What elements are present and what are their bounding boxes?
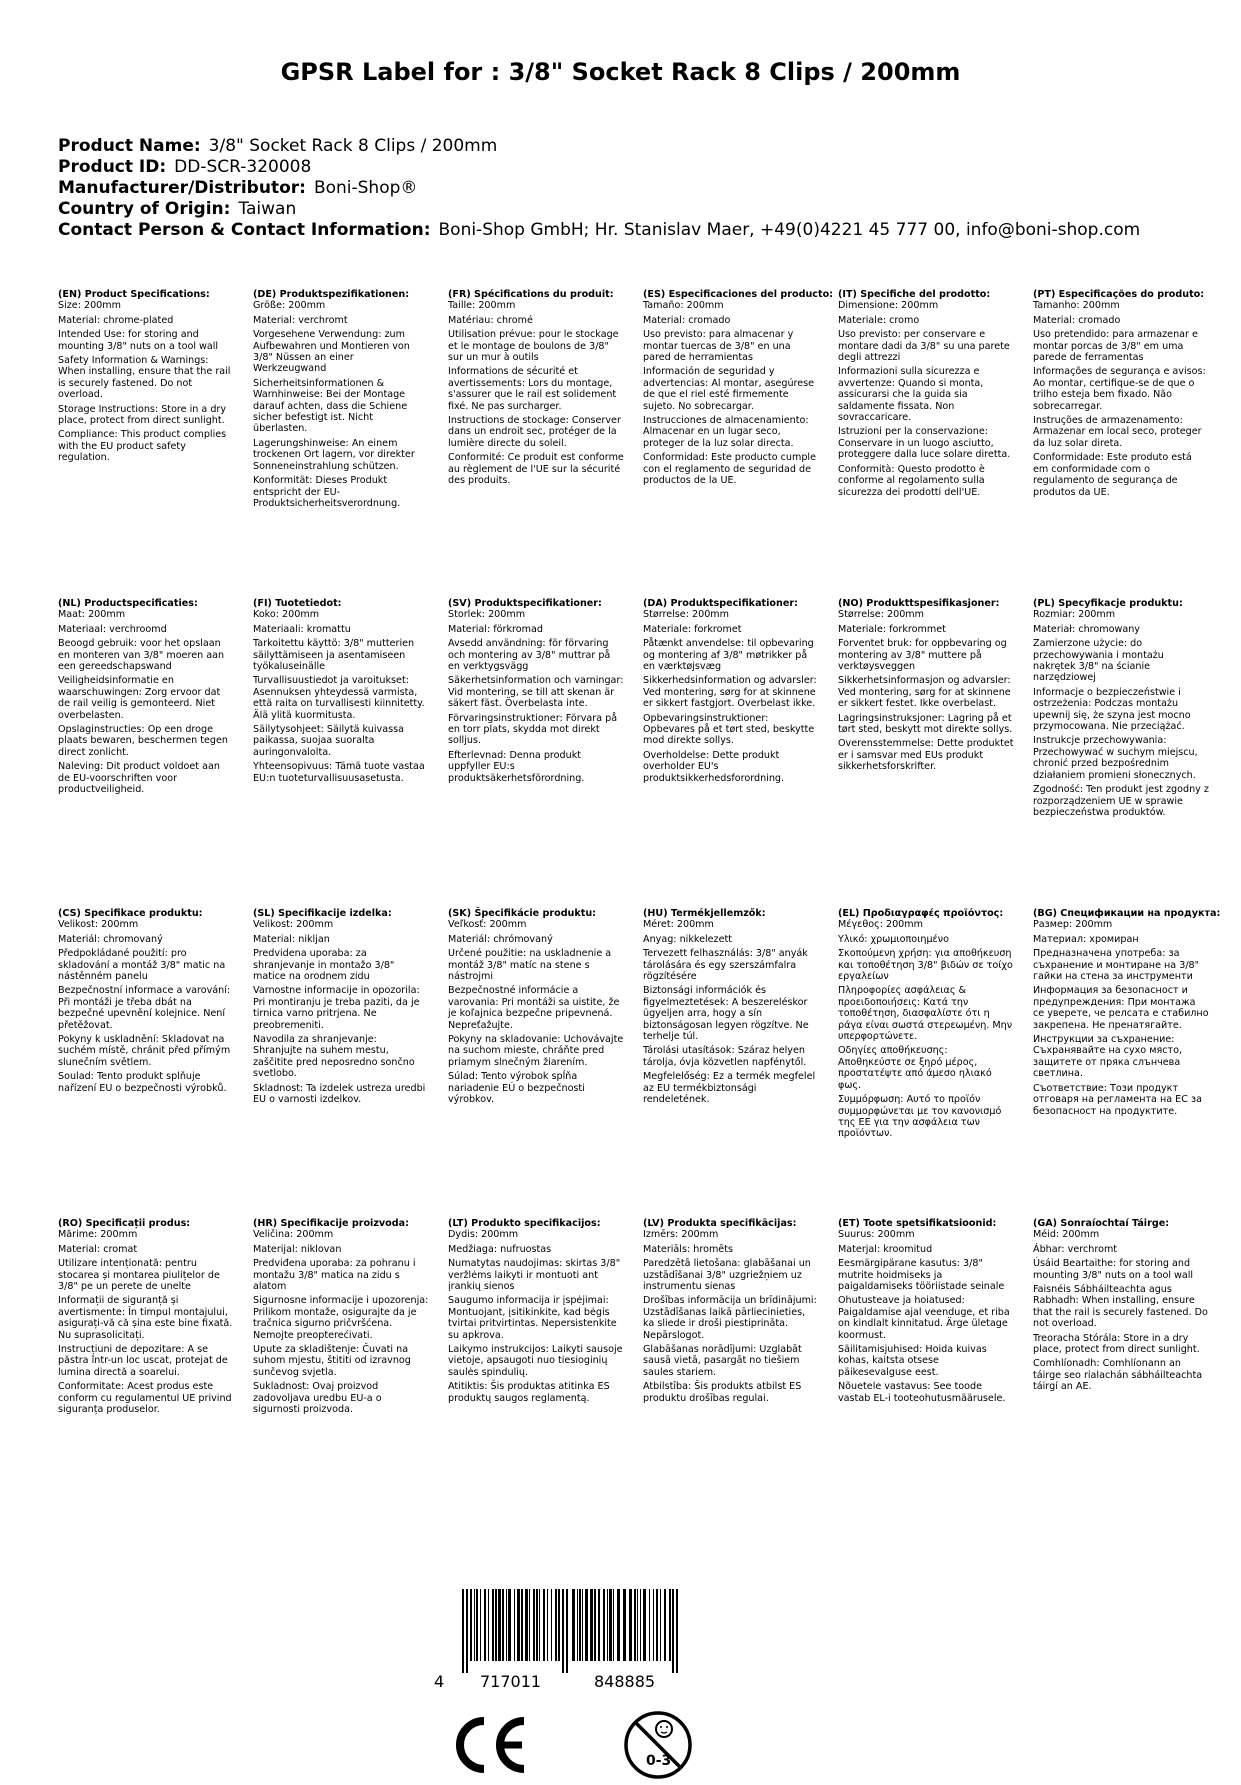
barcode-bar: [617, 1589, 620, 1661]
spec-line: Instruções de armazenamento: Armazenar em local seco, proteger da luz solar direta.: [1033, 415, 1202, 449]
barcode-bar: [623, 1589, 626, 1661]
spec-line: Material: nikljan: [253, 933, 330, 945]
spec-line: Avsedd användning: för förvaring och montering av 3/8" muttrar på en verktygsvägg: [448, 638, 611, 673]
spec-line: Instrucțiuni de depozitare: A se păstra într-un loc uscat, protejat de lumina directă a soarelui.: [58, 1344, 228, 1378]
barcode-bar: [566, 1589, 568, 1673]
spec-heading: (HU) Termékjellemzők:: [643, 908, 766, 919]
spec-line: Méret: 200mm: [643, 919, 714, 931]
age-range-label: 0-3: [646, 1753, 672, 1769]
spec-heading: (EL) Προδιαγραφές προϊόντος:: [838, 908, 1004, 919]
barcode-bar: [660, 1589, 661, 1661]
spec-line: Beoogd gebruik: voor het opslaan en monteren van 3/8" moeren aan een gereedschapswand: [58, 638, 225, 673]
spec-block: [643, 289, 834, 490]
spec-line: Informazioni sulla sicurezza e avvertenze: Quando si monta, assicurarsi che la guida sia saldamente fissata. Non sovraccaricare.: [838, 366, 984, 424]
spec-block: [448, 1218, 624, 1407]
spec-line: Säilytysohjeet: Säilytä kuivassa paikassa, suojaa suoralta auringonvalolta.: [253, 724, 404, 758]
spec-heading: (GA) Sonraíochtaí Táirge:: [1033, 1218, 1170, 1229]
spec-line: Storlek: 200mm: [448, 609, 526, 621]
info-row: [58, 157, 1140, 178]
spec-line: Méid: 200mm: [1033, 1229, 1100, 1241]
barcode-bar: [488, 1589, 489, 1661]
spec-line: Predvidena uporaba: za shranjevanje in montažo 3/8" matice na orodnem zidu: [253, 948, 395, 983]
barcode-bar: [664, 1589, 666, 1661]
barcode-bar: [525, 1589, 528, 1661]
spec-line: Información de seguridad y advertencias: Al montar, asegúrese de que el riel esté firmemente sujeto. No sobrecargar.: [643, 366, 815, 412]
barcode-bar: [521, 1589, 523, 1661]
barcode-bar: [551, 1589, 552, 1661]
spec-line: Påtænkt anvendelse: til opbevaring og montering af 3/8" møtrikker på en værktøjsvæg: [643, 638, 814, 673]
spec-line: Koko: 200mm: [253, 609, 320, 621]
spec-line: Izmērs: 200mm: [643, 1229, 719, 1241]
barcode-bar: [508, 1589, 511, 1661]
spec-block: [253, 1218, 429, 1419]
spec-block: [58, 289, 234, 467]
barcode-bar: [656, 1589, 658, 1661]
spec-block: [448, 598, 624, 787]
spec-heading: (DE) Produktspezifikationen:: [253, 289, 410, 300]
spec-line: Conformità: Questo prodotto è conforme al regolamento sulla sicurezza dei prodotti dell'UE.: [838, 463, 985, 498]
spec-line: Sikkerhetsinformasjon og advarsler: Ved montering, sørg for at skinnene er sikkert festet. Ikke overbelast.: [838, 675, 1011, 710]
spec-heading: (NL) Productspecificaties:: [58, 598, 198, 609]
spec-line: Sicherheitsinformationen & Warnhinweise: Bei der Montage darauf achten, dass die Schiene sicher befestigt ist. Nicht überlasten.: [253, 377, 408, 435]
spec-line: Materiál: chromovaný: [58, 933, 163, 945]
spec-line: Lagerungshinweise: An einem trockenen Ort lagern, vor direkter Sonneneinstrahlung schützen.: [253, 437, 415, 472]
info-row: [58, 220, 1140, 241]
spec-line: Taille: 200mm: [448, 300, 516, 312]
spec-line: Velikost: 200mm: [253, 919, 334, 931]
spec-line: Anyag: nikkelezett: [643, 933, 733, 945]
info-key: Product ID:: [58, 157, 167, 177]
barcode-bar: [562, 1589, 564, 1673]
spec-line: Förvaringsinstruktioner: Förvara på en torr plats, skydda mot direkt solljus.: [448, 712, 618, 747]
spec-line: Informations de sécurité et avertissements: Lors du montage, s'assurer que le rail est solidement fixé. Ne pas surcharger.: [448, 366, 617, 412]
spec-line: Størrelse: 200mm: [838, 609, 924, 621]
spec-line: Materiale: forkrommet: [838, 623, 946, 635]
spec-heading: (EN) Product Specifications:: [58, 289, 210, 300]
spec-line: Размер: 200mm: [1033, 919, 1113, 931]
spec-line: Predviđena uporaba: za pohranu i montažu 3/8" matica na zidu s alatom: [253, 1258, 416, 1293]
spec-line: Ábhar: verchromt: [1033, 1243, 1118, 1255]
spec-heading: (SV) Produktspecifikationer:: [448, 598, 602, 609]
barcode-bar: [476, 1589, 478, 1661]
spec-line: Säkerhetsinformation och varningar: Vid montering, se till att skenan är säkert fäst. Överbelasta inte.: [448, 675, 624, 710]
info-key: Manufacturer/Distributor:: [58, 178, 306, 198]
barcode-bar: [517, 1589, 520, 1661]
spec-line: Uso previsto: per conservare e montare dadi da 3/8" su una parete degli attrezzi: [838, 329, 1010, 364]
spec-line: Информация за безопасност и предупреждения: При монтажа се уверете, че релсата е стабилно закрепена. Не пренатягайте.: [1033, 985, 1209, 1031]
spec-heading: (SL) Specifikacije izdelka:: [253, 908, 392, 919]
spec-line: Dydis: 200mm: [448, 1229, 519, 1241]
spec-line: Treoracha Stórála: Store in a dry place, protect from direct sunlight.: [1033, 1332, 1200, 1356]
spec-line: Συμμόρφωση: Αυτό το προϊόν συμμορφώνεται με τον κανονισμό της ΕΕ για την ασφάλεια των προϊόντων.: [838, 1094, 1002, 1140]
spec-line: Rozmiar: 200mm: [1033, 609, 1116, 621]
spec-line: Conformidade: Este produto está em conformidade com o regulamento de segurança de produtos da UE.: [1033, 452, 1192, 498]
product-info: [58, 136, 1140, 241]
barcode-bar: [558, 1589, 560, 1661]
spec-line: Materiał: chromowany: [1033, 623, 1140, 635]
spec-line: Opbevaringsinstruktioner: Opbevares på et tørt sted, beskytte mod direkte sollys.: [643, 712, 815, 747]
info-row: [58, 178, 1140, 199]
spec-line: Bezpečnostní informace a varování: Při montáži je třeba dbát na bezpečné upevnění kolejnice. Není přetěžovat.: [58, 985, 231, 1031]
spec-block: [253, 908, 429, 1109]
spec-line: Conformité: Ce produit est conforme au règlement de l'UE sur la sécurité des produits.: [448, 452, 624, 487]
spec-line: Atitiktis: Šis produktas atitinka ES produktų saugos reglamentą.: [448, 1381, 610, 1404]
spec-line: Utilisation prévue: pour le stockage et le montage de boulons de 3/8" sur un mur à outils: [448, 329, 619, 364]
barcode-bar: [653, 1589, 654, 1661]
spec-line: Materiāls: hromēts: [643, 1243, 733, 1255]
barcode-bar: [607, 1589, 608, 1661]
info-row: [58, 136, 1140, 157]
spec-line: Material: cromat: [58, 1243, 138, 1255]
spec-heading: (IT) Specifiche del prodotto:: [838, 289, 991, 300]
spec-line: Pokyny na skladovanie: Uchovávajte na suchom mieste, chráňte pred priamym slnečným žiarením.: [448, 1034, 624, 1068]
spec-line: Turvallisuustiedot ja varoitukset: Asennuksen yhteydessä varmista, että raita on turvallisesti kiinnitetty. Älä ylitä kuormitusta.: [253, 675, 425, 721]
barcode-bars: [432, 1589, 712, 1693]
spec-line: Upute za skladištenje: Čuvati na suhom mjestu, štititi od izravnog sunčevog svjetla.: [253, 1344, 411, 1378]
barcode-bar: [669, 1589, 671, 1661]
spec-line: Materiaali: kromattu: [253, 623, 351, 635]
spec-line: Tervezett felhasználás: 3/8" anyák tárolására és egy szerszámfalra rögzítésére: [643, 948, 808, 983]
spec-line: Informações de segurança e avisos: Ao montar, certifique-se de que o trilho esteja bem fixado. Não sobrecarregar.: [1033, 366, 1206, 412]
spec-line: Material: chrome-plated: [58, 314, 174, 326]
spec-line: Soulad: Tento produkt splňuje nařízení EU o bezpečnosti výrobků.: [58, 1071, 227, 1094]
spec-block: [1033, 1218, 1209, 1396]
spec-line: Předpokládané použití: pro skladování a montáž 3/8" matic na nástěnném panelu: [58, 948, 226, 983]
spec-block: [838, 289, 1014, 501]
spec-heading: (PT) Especificações do produto:: [1033, 289, 1205, 300]
spec-line: Medžiaga: nufruostas: [448, 1243, 552, 1255]
barcode: [432, 1589, 712, 1693]
barcode-bar: [676, 1589, 678, 1673]
spec-block: [1033, 289, 1209, 501]
spec-line: Numatytas naudojimas: skirtas 3/8" veržlėms laikyti ir montuoti ant įrankių sienos: [448, 1258, 621, 1293]
barcode-bar: [470, 1589, 472, 1661]
barcode-bar: [539, 1589, 540, 1661]
spec-line: Materjal: kroomitud: [838, 1243, 933, 1255]
spec-line: Faisnéis Sábháilteachta agus Rabhadh: When installing, ensure that the rail is securely fastened. Do not overload.: [1033, 1284, 1208, 1330]
barcode-bar: [629, 1589, 632, 1661]
spec-line: Zgodność: Ten produkt jest zgodny z rozporządzeniem UE w sprawie bezpieczeństwa produktów.: [1033, 784, 1209, 818]
spec-line: Compliance: This product complies with the EU product safety regulation.: [58, 429, 227, 464]
barcode-bar: [613, 1589, 614, 1661]
spec-heading: (ET) Toote spetsifikatsioonid:: [838, 1218, 997, 1229]
spec-line: Forventet bruk: for oppbevaring og montering av 3/8" muttere på verktøysveggen: [838, 638, 1007, 673]
spec-line: Súlad: Tento výrobok spĺňa nariadenie EÚ o bezpečnosti výrobkov.: [448, 1071, 585, 1106]
spec-line: Veiligheidsinformatie en waarschuwingen: Zorg ervoor dat de rail veilig is gemonteerd. Niet overbelasten.: [58, 675, 221, 721]
spec-line: Yhteensopivuus: Tämä tuote vastaa EU:n tuoteturvallisuusasetusta.: [253, 761, 425, 784]
barcode-bar: [506, 1589, 507, 1661]
barcode-digits: 717011: [480, 1672, 542, 1691]
info-value: DD-SCR-320008: [174, 157, 312, 177]
spec-line: Intended Use: for storing and mounting 3/8" nuts on a tool wall: [58, 329, 219, 352]
info-value: Taiwan: [238, 199, 297, 219]
spec-line: Eesmärgipärane kasutus: 3/8" mutrite hoidmiseks ja paigaldamiseks tööriistade seinale: [838, 1258, 1005, 1293]
spec-line: Naleving: Dit product voldoet aan de EU-voorschriften voor productveiligheid.: [58, 761, 220, 796]
barcode-bar: [547, 1589, 548, 1661]
spec-line: Material: cromado: [1033, 314, 1121, 326]
spec-heading: (CS) Specifikace produktu:: [58, 908, 203, 919]
spec-line: Tárolási utasítások: Száraz helyen tárolja, óvja közvetlen napfénytől.: [643, 1045, 807, 1068]
spec-line: Safety Information & Warnings: When installing, ensure that the rail is securely fastened. Do not overload.: [58, 355, 231, 401]
spec-line: Mărime: 200mm: [58, 1229, 138, 1241]
spec-line: Инструкции за съхранение: Съхранявайте на сухо място, защитете от пряка слънчева светлина.: [1033, 1034, 1183, 1080]
spec-line: Material: cromado: [643, 314, 731, 326]
spec-line: Pokyny k uskladnění: Skladovat na suchém místě, chránit před přímým slunečním světlem.: [58, 1034, 231, 1068]
spec-heading: (NO) Produkttspesifikasjoner:: [838, 598, 1000, 609]
spec-line: Sikkerhedsinformation og advarsler: Ved montering, sørg for at skinnene er sikkert fastgjort. Overbelast ikke.: [643, 675, 817, 710]
spec-line: Size: 200mm: [58, 300, 121, 312]
spec-line: Tarkoitettu käyttö: 3/8" mutterien säilyttämiseen ja asentamiseen työkaluseinälle: [253, 638, 415, 673]
barcode-digits: 4: [434, 1672, 445, 1691]
barcode-bar: [462, 1589, 464, 1673]
barcode-bar: [543, 1589, 545, 1661]
spec-line: Konformität: Dieses Produkt entspricht der EU-Produktsicherheitsverordnung.: [253, 475, 401, 509]
spec-line: Предназначена употреба: за съхранение и монтиране на 3/8" гайки на стена за инструменти: [1033, 948, 1200, 983]
barcode-bar: [572, 1589, 575, 1661]
spec-line: Conformitate: Acest produs este conform cu regulamentul UE privind siguranța produselor.: [58, 1381, 232, 1416]
spec-line: Conformidad: Este producto cumple con el reglamento de seguridad de productos de la UE.: [643, 452, 816, 487]
barcode-bar: [590, 1589, 593, 1661]
spec-line: Dimensione: 200mm: [838, 300, 939, 312]
spec-heading: (ES) Especificaciones del producto:: [643, 289, 834, 300]
spec-heading: (SK) Špecifikácie produktu:: [448, 908, 597, 919]
spec-line: Sukladnost: Ovaj proizvod zadovoljava uredbu EU-a o sigurnosti proizvoda.: [253, 1381, 382, 1416]
barcode-bar: [649, 1589, 650, 1661]
info-value: Boni-Shop GmbH; Hr. Stanislav Maer, +49(0)4221 45 777 00, info@boni-shop.com: [438, 220, 1141, 240]
barcode-bar: [598, 1589, 600, 1661]
spec-line: Säilitamisjuhised: Hoida kuivas kohas, kaitsta otsese päikesevalguse eest.: [838, 1344, 987, 1378]
spec-line: Opslaginstructies: Op een droge plaats bewaren, beschermen tegen direct zonlicht.: [58, 724, 228, 758]
info-key: Contact Person & Contact Information:: [58, 220, 431, 240]
barcode-digits: 848885: [594, 1672, 656, 1691]
spec-line: Størrelse: 200mm: [643, 609, 729, 621]
barcode-bar: [577, 1589, 578, 1661]
spec-line: Υλικό: χρωμιοποιημένο: [838, 933, 949, 945]
spec-line: Comhlíonadh: Comhlíonann an táirge seo rialachán sábháilteachta táirgí an AE.: [1033, 1358, 1203, 1393]
spec-line: Úsáid Beartaithe: for storing and mounting 3/8" nuts on a tool wall: [1033, 1258, 1194, 1281]
info-key: Product Name:: [58, 136, 201, 156]
barcode-bar: [643, 1589, 646, 1661]
spec-heading: (LV) Produkta specifikācijas:: [643, 1218, 797, 1229]
spec-line: Material: verchromt: [253, 314, 348, 326]
barcode-bar: [484, 1589, 486, 1661]
spec-line: Instrucciones de almacenamiento: Almacenar en un lugar seco, proteger de la luz solar directa.: [643, 415, 809, 449]
spec-line: Bezpečnostné informácie a varovania: Pri montáži sa uistite, že je koľajnica bezpečne pripevnená. Nepreťažujte.: [448, 985, 620, 1031]
spec-line: Laikymo instrukcijos: Laikyti sausoje vietoje, apsaugoti nuo tiesioginių saulės spindulių.: [448, 1344, 623, 1378]
spec-line: Skladnost: Ta izdelek ustreza uredbi EU o varnosti izdelkov.: [253, 1082, 426, 1106]
barcode-bar: [634, 1589, 636, 1661]
spec-line: Veličina: 200mm: [253, 1229, 334, 1241]
spec-block: [448, 289, 624, 490]
spec-line: Vorgesehene Verwendung: zum Aufbewahren und Montieren von 3/8" Nüssen an einer Werkzeugwand: [253, 329, 410, 375]
barcode-bar: [492, 1589, 494, 1661]
spec-line: Οδηγίες αποθήκευσης: Αποθηκεύστε σε ξηρό μέρος, προστατέψτε από άμεσο ηλιακό φως.: [838, 1045, 992, 1091]
spec-line: Größe: 200mm: [253, 300, 326, 312]
spec-block: [838, 1218, 1014, 1407]
spec-line: Zamierzone użycie: do przechowywania i montażu nakrętek 3/8" na ścianie narzędziowej: [1033, 638, 1164, 684]
spec-line: Съответствие: Този продукт отговаря на регламента на ЕС за безопасност на продуктите.: [1033, 1082, 1202, 1117]
spec-line: Overholdelse: Dette produkt overholder EU's produktsikkerhedsforordning.: [643, 749, 785, 784]
spec-line: Paredzētā lietošana: glabāšanai un uzstādīšanai 3/8" uzgriežņiem uz instrumentu sienas: [643, 1258, 811, 1293]
spec-line: Materiaal: verchroomd: [58, 623, 167, 635]
spec-line: Uso previsto: para almacenar y montar tuercas de 3/8" en una pared de herramientas: [643, 329, 794, 364]
barcode-bar: [480, 1589, 481, 1661]
spec-line: Sigurnosne informacije i upozorenja: Prilikom montaže, osigurajte da je tračnica sigurno pričvršćena. Nemojte preopterećivati.: [253, 1295, 429, 1341]
barcode-bar: [466, 1589, 468, 1673]
barcode-bar: [495, 1589, 497, 1661]
spec-line: Materiál: chrómovaný: [448, 933, 553, 945]
spec-line: Instructions de stockage: Conserver dans un endroit sec, protéger de la lumière directe du soleil.: [448, 415, 621, 449]
spec-line: Utilizare intenționată: pentru stocarea și montarea piulițelor de 3/8" pe un perete de unelte: [58, 1258, 220, 1293]
spec-heading: (FR) Spécifications du produit:: [448, 289, 614, 300]
barcode-bar: [502, 1589, 504, 1661]
spec-line: Materiale: cromo: [838, 314, 920, 326]
spec-block: [58, 908, 234, 1097]
spec-line: Material: förkromad: [448, 623, 543, 635]
spec-line: Ohutusteave ja hoiatused: Paigaldamise ajal veenduge, et riba on kindlalt kinnitatud. Ärge ületage koormust.: [838, 1295, 1010, 1341]
spec-block: [253, 598, 429, 787]
barcode-bar: [498, 1589, 501, 1661]
spec-line: Materiale: forkromet: [643, 623, 742, 635]
spec-heading: (HR) Specifikacije proizvoda:: [253, 1218, 409, 1229]
spec-line: Atbilstība: Šis produkts atbilst ES produktu drošības regulai.: [643, 1381, 802, 1404]
spec-line: Velikost: 200mm: [58, 919, 139, 931]
spec-line: Veľkosť: 200mm: [448, 919, 527, 931]
spec-line: Určené použitie: na uskladnenie a montáž 3/8" matíc na stene s nástrojmi: [448, 948, 612, 983]
spec-heading: (RO) Specificații produs:: [58, 1218, 191, 1229]
spec-line: Maat: 200mm: [58, 609, 126, 621]
spec-line: Материал: хромиран: [1033, 933, 1139, 945]
info-key: Country of Origin:: [58, 199, 231, 219]
spec-line: Πληροφορίες ασφάλειας & προειδοποιήσεις: Κατά την τοποθέτηση, διασφαλίστε ότι η ράγα είναι σωστά στερεωμένη. Μην υπερφορτώνετε.: [838, 985, 1013, 1043]
spec-block: [1033, 598, 1209, 821]
barcode-bar: [582, 1589, 583, 1661]
spec-line: Suurus: 200mm: [838, 1229, 915, 1241]
spec-heading: (PL) Specyfikacje produktu:: [1033, 598, 1183, 609]
spec-line: Glabāšanas norādījumi: Uzglabāt sausā vietā, pasargāt no tiešiem saules stariem.: [643, 1344, 802, 1378]
spec-block: [838, 598, 1014, 776]
barcode-bar: [579, 1589, 581, 1661]
spec-block: [643, 908, 819, 1109]
spec-line: Μέγεθος: 200mm: [838, 919, 923, 931]
barcode-bar: [529, 1589, 530, 1661]
spec-line: Navodila za shranjevanje: Shranjujte na suhem mestu, zaščitite pred neposredno sončno svetlobo.: [253, 1034, 415, 1080]
barcode-bar: [533, 1589, 535, 1661]
barcode-bar: [640, 1589, 641, 1661]
spec-line: Istruzioni per la conservazione: Conservare in un luogo asciutto, proteggere dalla luce solare diretta.: [838, 426, 1011, 461]
spec-heading: (LT) Produkto specifikacijos:: [448, 1218, 601, 1229]
spec-block: [838, 908, 1014, 1143]
spec-line: Informacje o bezpieczeństwie i ostrzeżenia: Podczas montażu upewnij się, że szyna jest mocno przymocowana. Nie przeciążać.: [1033, 686, 1191, 733]
spec-block: [58, 1218, 234, 1419]
spec-line: Matériau: chromé: [448, 314, 533, 326]
spec-line: Informații de siguranță și avertismente: În timpul montajului, asigurați-vă că șina este bine fixată. Nu suprasolicitați.: [58, 1295, 233, 1341]
spec-block: [643, 598, 819, 787]
spec-block: [1033, 908, 1221, 1120]
spec-line: Overensstemmelse: Dette produktet er i samsvar med EUs produkt sikkerhetsforskrifter.: [838, 738, 1014, 773]
spec-line: Nõuetele vastavus: See toode vastab EL-i tooteohutusmäärusele.: [838, 1381, 1006, 1404]
spec-line: Megfelelőség: Ez a termék megfelel az EU termékbiztonsági rendeletének.: [643, 1071, 816, 1106]
barcode-bar: [609, 1589, 612, 1661]
info-value: Boni-Shop®: [313, 178, 418, 198]
spec-block: [643, 1218, 819, 1407]
spec-line: Drošības informācija un brīdinājumi: Uzstādīšanas laikā pārliecinieties, ka sliede ir droši piestiprināta. Nepārslogot.: [643, 1295, 817, 1341]
info-value: 3/8" Socket Rack 8 Clips / 200mm: [208, 136, 498, 156]
spec-line: Saugumo informacija ir įspėjimai: Montuojant, įsitikinkite, kad bėgis tvirtai pritvirtintas. Nepersistenkite su apkrova.: [448, 1295, 617, 1341]
barcode-bar: [594, 1589, 596, 1661]
spec-heading: (DA) Produktspecifikationer:: [643, 598, 798, 609]
ce-mark-icon: [450, 1715, 530, 1779]
barcode-bar: [555, 1589, 557, 1661]
page-title: GPSR Label for : 3/8" Socket Rack 8 Clips / 200mm: [280, 58, 961, 86]
spec-line: Storage Instructions: Store in a dry place, protect from direct sunlight.: [58, 403, 227, 427]
barcode-bar: [603, 1589, 605, 1661]
barcode-bar: [585, 1589, 588, 1661]
spec-line: Instrukcje przechowywania: Przechowywać w suchym miejscu, chronić przed bezpośrednim działaniem promieni słonecznych.: [1033, 735, 1198, 781]
barcode-bar: [536, 1589, 538, 1661]
spec-heading: (BG) Спецификации на продукта:: [1033, 908, 1221, 919]
spec-block: [58, 598, 234, 799]
spec-block: [448, 908, 624, 1109]
spec-line: Uso pretendido: para armazenar e montar porcas de 3/8" em uma parede de ferramentas: [1033, 329, 1198, 364]
barcode-bar: [637, 1589, 638, 1661]
spec-line: Varnostne informacije in opozorila: Pri montiranju je treba paziti, da je tirnica varno pritrjena. Ne preobremeniti.: [253, 985, 420, 1031]
spec-line: Tamaño: 200mm: [643, 300, 724, 312]
spec-line: Σκοπούμενη χρήση: για αποθήκευση και τοποθέτηση 3/8" βιδών σε τοίχο εργαλείων: [838, 948, 1013, 983]
spec-line: Efterlevnad: Denna produkt uppfyller EU:s produktsäkerhetsförordning.: [448, 749, 585, 784]
not-for-children-0-3-icon: [622, 1709, 694, 1785]
barcode-bar: [672, 1589, 674, 1673]
info-row: [58, 199, 1140, 220]
barcode-bar: [474, 1589, 475, 1661]
spec-block: [253, 289, 429, 512]
spec-line: Materijal: niklovan: [253, 1243, 342, 1255]
spec-line: Lagringsinstruksjoner: Lagring på et tørt sted, beskytt mot direkte sollys.: [838, 712, 1013, 736]
spec-line: Biztonsági információk és figyelmeztetések: A beszereléskor ügyeljen arra, hogy a sín biztonságosan legyen rögzítve. Ne terhelje túl.: [643, 985, 809, 1043]
spec-line: Tamanho: 200mm: [1033, 300, 1120, 312]
spec-heading: (FI) Tuotetiedot:: [253, 598, 342, 609]
barcode-bar: [514, 1589, 515, 1661]
